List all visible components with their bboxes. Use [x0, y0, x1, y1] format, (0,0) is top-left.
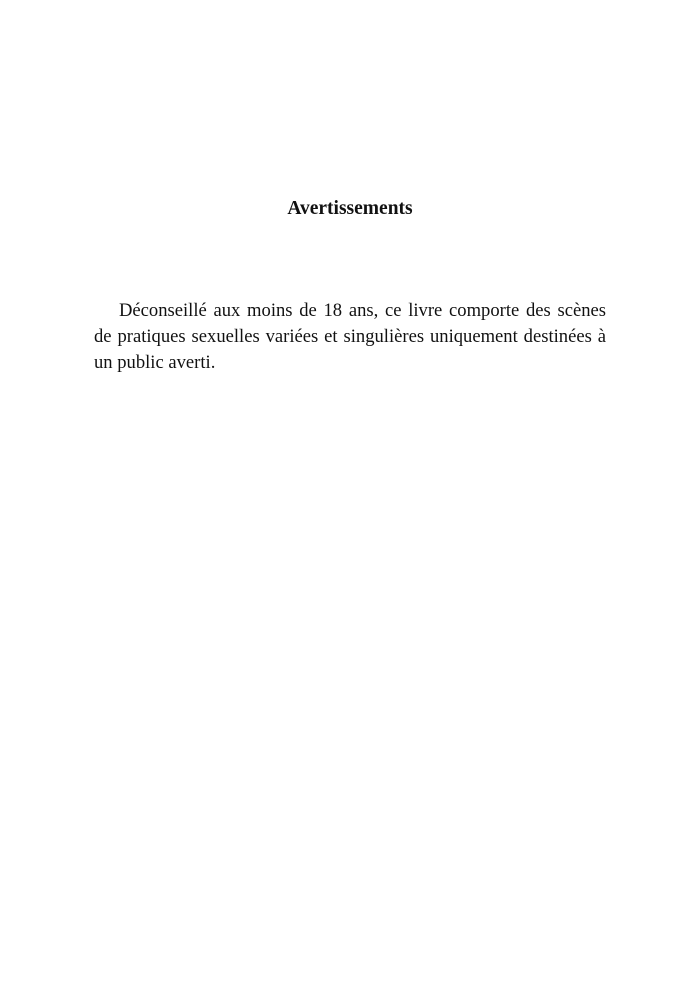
- page-title: Avertissements: [287, 198, 413, 219]
- warning-paragraph: Déconseillé aux moins de 18 ans, ce livre comporte des scènes de pratiques sexuelles variées et singulières uniquement destinées à un public averti.: [94, 300, 606, 373]
